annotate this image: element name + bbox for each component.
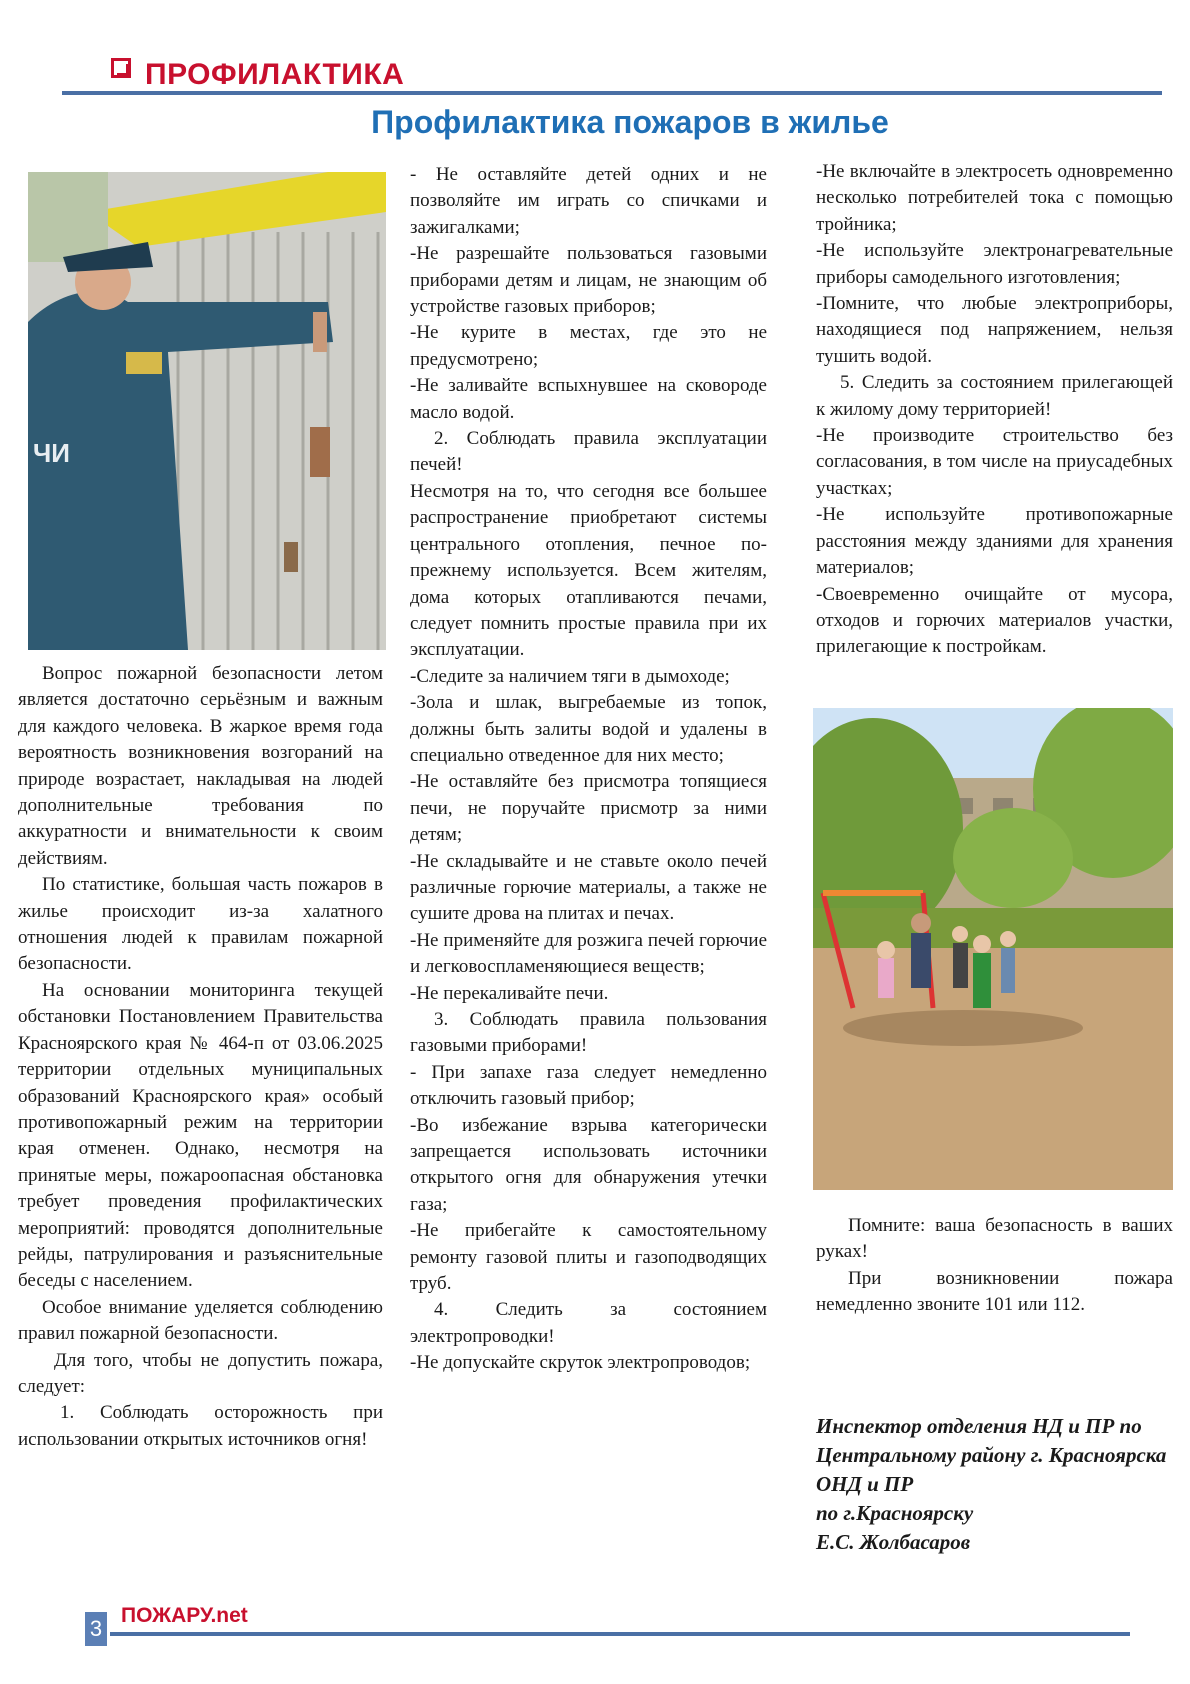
list-item: -Не оставляйте без присмотра топящиеся печи, не поручайте присмотр за ними детям; xyxy=(410,771,767,846)
article-title-text: Профилактика пожаров в жилье xyxy=(371,104,889,140)
paragraph: Несмотря на то, что сегодня все большее распространение приобретают системы центрального отопления, печное по-прежнему используется. Всем жителям, дома которых отапливаются печами, следует помнить простые правила при их эксплуатации. xyxy=(410,480,767,661)
list-item: -Помните, что любые электроприборы, находящиеся под напряжением, нельзя тушить водой. xyxy=(816,293,1173,367)
section-label: ПРОФИЛАКТИКА xyxy=(145,58,405,91)
footer-brand: ПОЖАРУ.net xyxy=(121,1604,248,1627)
rule-heading: 2. Соблюдать правила эксплуатации печей! xyxy=(410,428,767,476)
header-rule xyxy=(62,91,1162,95)
list-item: -Не допускайте скруток электропроводов; xyxy=(410,1352,751,1374)
list-item: -Не используйте электронагревательные приборы самодельного изготовления; xyxy=(816,240,1173,288)
paragraph: Вопрос пожарной безопасности летом является достаточно серьёзным и важным для каждого человека. В жаркое время года вероятность возникновения возгораний на природе возрастает, накладывая на людей дополнительные требования по аккуратности и внимательности к своим действиям. xyxy=(18,663,383,869)
rule-heading: 3. Соблюдать правила пользования газовыми приборами! xyxy=(410,1009,767,1057)
playground-photo xyxy=(813,708,1173,1190)
rule-heading: 4. Следить за состоянием электропроводки! xyxy=(410,1299,767,1347)
closing-text xyxy=(816,1213,1173,1319)
signature-line: Инспектор отделения НД и ПР по Центральному району г. Красноярска ОНД и ПР xyxy=(816,1414,1167,1496)
inspector-photo xyxy=(28,172,386,650)
list-item: -Не перекаливайте печи. xyxy=(410,982,609,1004)
paragraph: 1. Соблюдать осторожность при использовании открытых источников огня! xyxy=(18,1402,383,1450)
list-item: -Не курите в местах, где это не предусмотрено; xyxy=(410,322,767,370)
list-item: -Зола и шлак, выгребаемые из топок, должны быть залиты водой и удалены в специально отведенное для них место; xyxy=(410,692,767,766)
section-header xyxy=(105,52,1165,92)
list-item: -Своевременно очищайте от мусора, отходов и горючих материалов участки, прилегающие к постройкам. xyxy=(816,583,1173,658)
list-item: -Не включайте в электросеть одновременно несколько потребителей тока с помощью тройника; xyxy=(816,161,1173,235)
list-item: - При запахе газа следует немедленно отключить газовый прибор; xyxy=(410,1061,767,1110)
paragraph: При возникновении пожара немедленно звоните 101 или 112. xyxy=(816,1267,1173,1316)
paragraph: По статистике, большая часть пожаров в жилье происходит из-за халатного отношения людей к правилам пожарной безопасности. xyxy=(18,874,383,975)
paragraph: Для того, чтобы не допустить пожара, следует: xyxy=(18,1349,383,1397)
list-item: -Не заливайте вспыхнувшее на сковороде масло водой. xyxy=(410,375,767,423)
list-item: -Не прибегайте к самостоятельному ремонту газовой плиты и газоподводящих труб. xyxy=(410,1220,767,1295)
list-item: -Не складывайте и не ставьте около печей различные горючие материалы, а также не сушите дрова на плитах и печах. xyxy=(410,850,767,925)
list-item: -Следите за наличием тяги в дымоходе; xyxy=(410,665,730,687)
list-item: - Не оставляйте детей одних и не позволяйте им играть со спичками и зажигалками; xyxy=(410,164,767,238)
signature-line: по г.Красноярску xyxy=(816,1501,974,1525)
column-3 xyxy=(816,159,1173,661)
column-1 xyxy=(18,661,383,1453)
paragraph: Особое внимание уделяется соблюдению правил пожарной безопасности. xyxy=(18,1296,383,1345)
article-title xyxy=(0,104,1190,141)
list-item: -Не производите строительство без согласования, в том числе на приусадебных участках; xyxy=(816,425,1173,499)
page-number: 3 xyxy=(85,1612,107,1646)
checkbox-square-icon xyxy=(111,58,131,78)
list-item: -Во избежание взрыва категорически запрещается использовать источники открытого огня для обнаружения утечки газа; xyxy=(410,1114,767,1215)
list-item: -Не разрешайте пользоваться газовыми приборами детям и лицам, не знающим об устройстве газовых приборов; xyxy=(410,243,767,318)
list-item: -Не используйте противопожарные расстояния между зданиями для хранения материалов; xyxy=(816,504,1173,579)
rule-heading: 5. Следить за состоянием прилегающей к жилому дому территорией! xyxy=(816,372,1173,420)
footer-rule xyxy=(110,1632,1130,1636)
paragraph: Помните: ваша безопасность в ваших руках! xyxy=(816,1215,1173,1263)
author-signature xyxy=(816,1412,1173,1557)
signature-line: Е.С. Жолбасаров xyxy=(816,1530,971,1554)
svg-text:ЧИ: ЧИ xyxy=(33,438,70,468)
paragraph: На основании мониторинга текущей обстановки Постановлением Правительства Красноярского края № 464-п от 03.06.2025 территории отдельных муниципальных образований Красноярского края» особый противопожарный режим на территории края отменен. Однако, несмотря на принятые меры, пожароопасная обстановка требует проведения профилактических мероприятий: проводятся дополнительные рейды, патрулирования и разъяснительные беседы с населением. xyxy=(18,979,383,1292)
column-2 xyxy=(410,162,767,1377)
list-item: -Не применяйте для розжига печей горючие и легковоспламеняющиеся веществ; xyxy=(410,929,767,978)
